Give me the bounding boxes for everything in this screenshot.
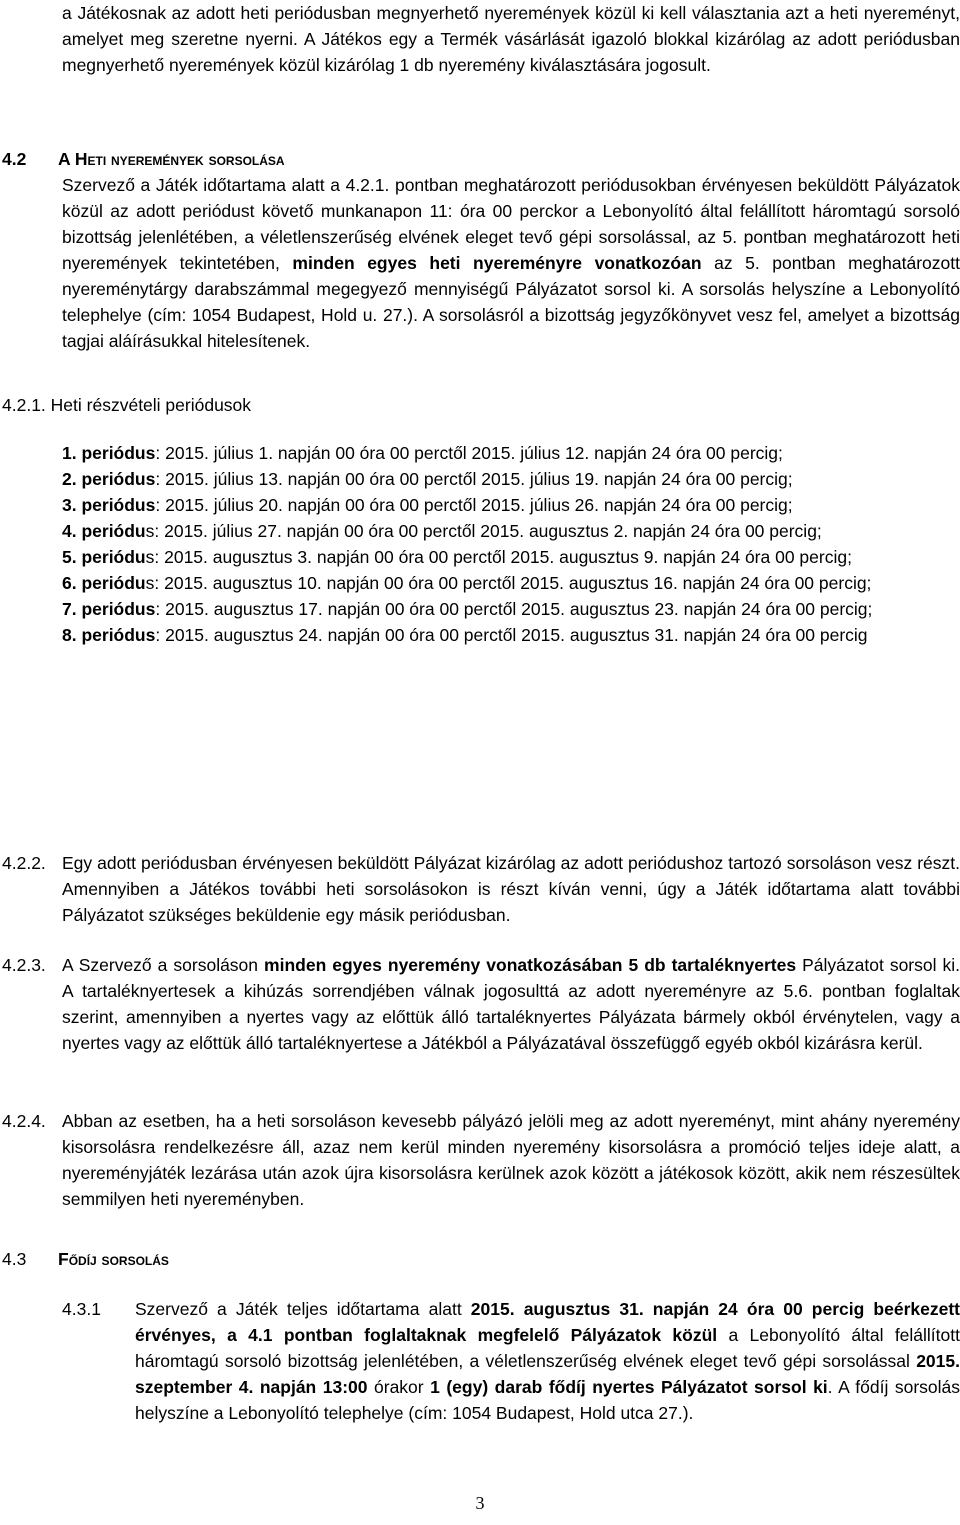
section-title: A Heti nyeremények sorsolása bbox=[58, 149, 285, 169]
section-title: Heti részvételi periódusok bbox=[50, 395, 252, 415]
period-item bbox=[62, 518, 960, 544]
body-text: A Szervező a sorsoláson bbox=[62, 955, 265, 975]
body-bold: 2015. szeptember 4. napján 13:00 bbox=[135, 1351, 960, 1397]
body-bold: 2015. augusztus 31. napján 24 óra 00 percig beérkezett érvényes, a 4.1 pontban foglaltaknak megfelelő Pályázatok közül bbox=[135, 1299, 960, 1345]
period-item bbox=[62, 440, 960, 466]
body-bold: 1 (egy) darab fődíj nyertes Pályázatot sorsol ki bbox=[430, 1377, 828, 1397]
section-4-2-3-number: 4.2.3. bbox=[2, 955, 46, 975]
section-number: 4.2.1. bbox=[2, 395, 46, 415]
period-label: 8. periódus bbox=[62, 625, 156, 645]
section-4-2-heading bbox=[2, 146, 285, 172]
body-text: . A fődíj sorsolás helyszíne a Lebonyolító telephelye (cím: 1054 Budapest, Hold utca 27.). bbox=[135, 1377, 960, 1423]
body-text: Abban az esetben, ha a heti sorsoláson kevesebb pályázó jelöli meg az adott nyereményt, mint ahány nyeremény kisorsolásra rendelkezésre áll, azaz nem kerül minden nyeremény kisorsolásra a promóció teljes ideje alatt, a nyereményjáték lezárása után azok újra kisorsolásra kerülnek azok között a játékosok között, akik nem részesültek semmilyen heti nyereményben. bbox=[62, 1111, 960, 1209]
section-number: 4.2 bbox=[2, 149, 27, 169]
body-text: az 5. pontban meghatározott nyereménytárgy darabszámmal megegyező mennyiségű Pályázatot sorsol ki. A sorsolás helyszíne a Lebonyolító telephelye (cím: 1054 Budapest, Hold u. 27.). A sorsolásról a bizottság jegyzőkönyvet vesz fel, amelyet a bizottság tagjai aláírásukkal hitelesítenek. bbox=[62, 253, 960, 351]
period-item bbox=[62, 466, 960, 492]
body-bold: minden egyes heti nyereményre vonatkozóan bbox=[292, 253, 702, 273]
body-text: órakor bbox=[367, 1377, 431, 1397]
section-4-2-4-body bbox=[62, 1108, 960, 1212]
section-4-2-1-heading bbox=[2, 392, 251, 418]
section-4-3-1-body bbox=[135, 1296, 960, 1426]
body-text: Szervező a Játék időtartama alatt a 4.2.1. pontban meghatározott periódusokban érvényesen beküldött Pályázatok közül az adott periódust követő munkanapon 11: óra 00 perckor a Lebonyolító által felállított háromtagú sorsoló bizottság jelenlétében, a véletlenszerűség elvének eleget tevő gépi sorsolással, az 5. pontban meghatározott heti nyeremények tekintetében, bbox=[62, 175, 960, 273]
period-item bbox=[62, 622, 960, 648]
body-text: Szervező a Játék teljes időtartama alatt bbox=[135, 1299, 471, 1319]
period-label: 2. periódus bbox=[62, 469, 156, 489]
body-text: Egy adott periódusban érvényesen beküldött Pályázat kizárólag az adott periódushoz tartozó sorsoláson vesz részt. Amennyiben a Játékos további heti sorsolásokon is részt kíván venni, úgy a Játék időtartama alatt további Pályázatot szükséges beküldenie egy másik periódusban. bbox=[62, 853, 960, 925]
section-4-2-3-body bbox=[62, 952, 960, 1056]
section-number: 4.3 bbox=[2, 1249, 27, 1269]
period-text: s: 2015. augusztus 3. napján 00 óra 00 perctől 2015. augusztus 9. napján 24 óra 00 percig; bbox=[145, 547, 852, 567]
section-4-2-2-body bbox=[62, 850, 960, 928]
period-label: 4. periódu bbox=[62, 521, 146, 541]
period-text: s: 2015. augusztus 10. napján 00 óra 00 perctől 2015. augusztus 16. napján 24 óra 00 percig; bbox=[145, 573, 872, 593]
period-text: : 2015. augusztus 24. napján 00 óra 00 perctől 2015. augusztus 31. napján 24 óra 00 percig bbox=[155, 625, 868, 645]
period-text: : 2015. július 20. napján 00 óra 00 perctől 2015. július 26. napján 24 óra 00 percig; bbox=[155, 495, 793, 515]
section-title: Fődíj sorsolás bbox=[58, 1249, 169, 1269]
period-label: 1. periódus bbox=[62, 443, 156, 463]
period-list bbox=[62, 440, 960, 648]
period-text: : 2015. július 1. napján 00 óra 00 perctől 2015. július 12. napján 24 óra 00 percig; bbox=[155, 443, 783, 463]
intro-paragraph bbox=[62, 0, 960, 78]
page-number: 3 bbox=[475, 1493, 485, 1513]
intro-text: a Játékosnak az adott heti periódusban megnyerhető nyeremények közül ki kell választania azt a heti nyereményt, amelyet meg szeretne nyerni. A Játékos egy a Termék vásárlását igazoló blokkal kizárólag az adott periódusban megnyerhető nyeremények közül kizárólag 1 db nyeremény kiválasztására jogosult. bbox=[62, 3, 960, 75]
period-label: 6. periódu bbox=[62, 573, 146, 593]
section-4-2-2-number: 4.2.2. bbox=[2, 853, 46, 873]
period-text: s: 2015. július 27. napján 00 óra 00 perctől 2015. augusztus 2. napján 24 óra 00 percig; bbox=[145, 521, 822, 541]
body-text: Pályázatot sorsol ki. A tartaléknyertesek a kihúzás sorrendjében válnak jogosulttá az adott nyereményre az 5.6. pontban foglaltak szerint, amennyiben a nyertes vagy az előttük álló tartaléknyertes Pályázata bármely okból érvénytelen, vagy a nyertes vagy az előttük álló tartaléknyertese a Játékból a Pályázatával összefüggő egyéb okból kizárásra kerül. bbox=[62, 955, 960, 1053]
period-label: 7. periódus bbox=[62, 599, 156, 619]
period-item bbox=[62, 570, 960, 596]
period-text: : 2015. július 13. napján 00 óra 00 perctől 2015. július 19. napján 24 óra 00 percig; bbox=[155, 469, 793, 489]
section-4-3-heading bbox=[2, 1246, 169, 1272]
period-label: 5. periódu bbox=[62, 547, 146, 567]
section-4-2-4-number: 4.2.4. bbox=[2, 1111, 46, 1131]
period-label: 3. periódus bbox=[62, 495, 156, 515]
body-bold: minden egyes nyeremény vonatkozásában 5 db tartaléknyertes bbox=[264, 955, 797, 975]
body-text: a Lebonyolító által felállított háromtagú sorsoló bizottság jelenlétében, a véletlenszerűség elvének eleget tevő gépi sorsolással bbox=[135, 1325, 960, 1371]
period-item bbox=[62, 492, 960, 518]
section-4-2-body bbox=[62, 172, 960, 354]
section-number: 4.3.1 bbox=[62, 1299, 101, 1319]
period-item bbox=[62, 596, 960, 622]
period-item bbox=[62, 544, 960, 570]
period-text: : 2015. augusztus 17. napján 00 óra 00 perctől 2015. augusztus 23. napján 24 óra 00 percig; bbox=[155, 599, 873, 619]
